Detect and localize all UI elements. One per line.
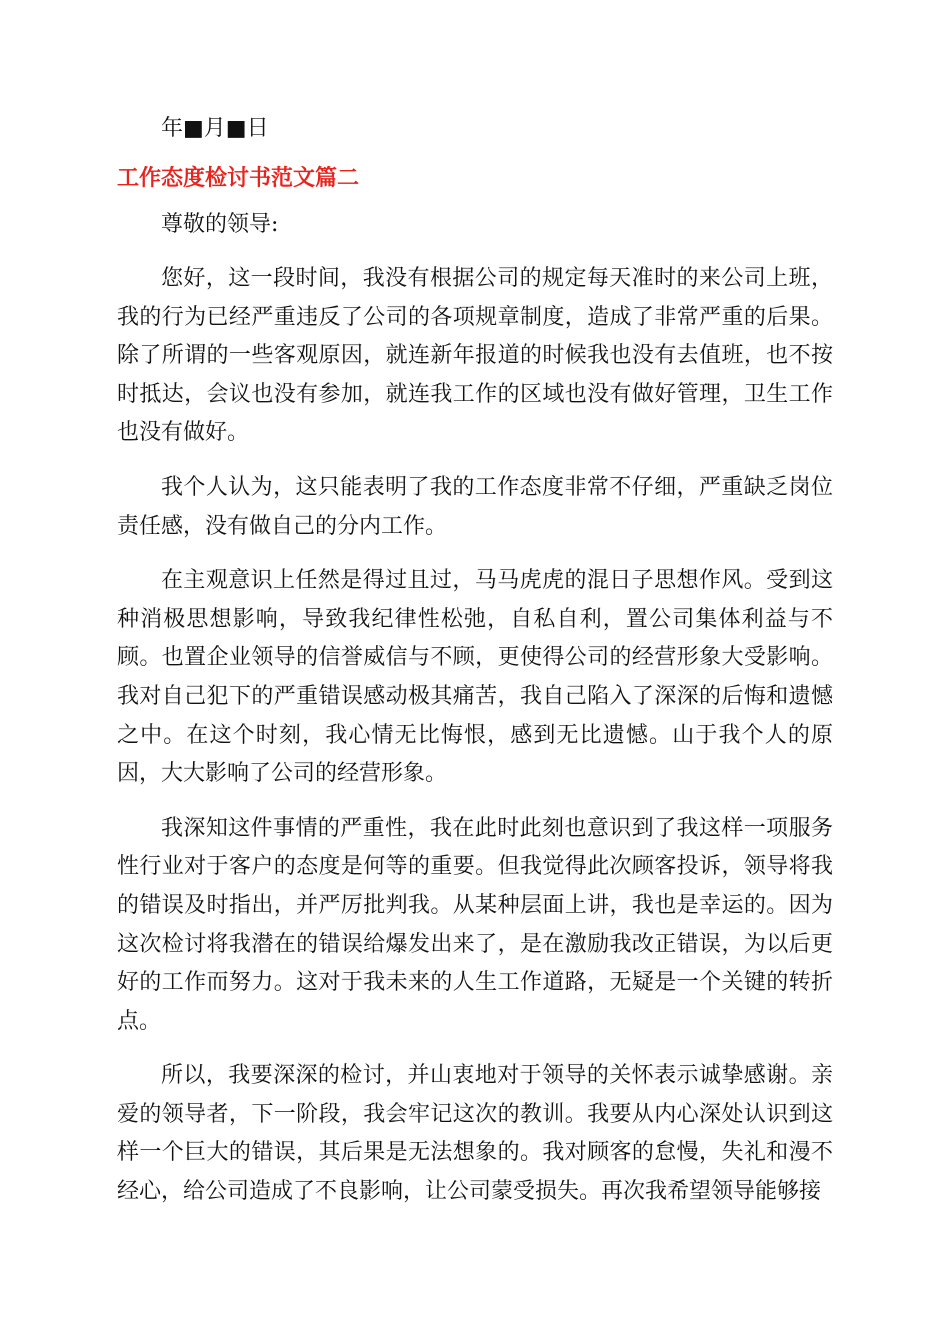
date-line: 年■月■日 (161, 116, 269, 141)
paragraph: 我深知这件事情的严重性，我在此时此刻也意识到了我这样一项服务性行业对于客户的态度是何等的重要。但我觉得此次顾客投诉，领导将我的错误及时指出，并严厉批判我。从某种层面上讲，我也是幸运的。因为这次检讨将我潜在的错误给爆发出来了，是在激励我改正错误，为以后更好的工作而努力。这对于我未来的人生工作道路，无疑是一个关键的转折点。 (117, 815, 833, 1034)
paragraph: 您好，这一段时间，我没有根据公司的规定每天准时的来公司上班，我的行为已经严重违反了公司的各项规章制度，造成了非常严重的后果。除了所谓的一些客观原因，就连新年报道的时候我也没有去值班，也不按时抵达，会议也没有参加，就连我工作的区域也没有做好管理，卫生工作也没有做好。 (117, 266, 833, 446)
document-body (117, 110, 833, 1228)
paragraph: 我个人认为，这只能表明了我的工作态度非常不仔细，严重缺乏岗位责任感，没有做自己的分内工作。 (117, 474, 833, 539)
section-title: 工作态度检讨书范文篇二 (117, 166, 360, 191)
paragraph: 在主观意识上任然是得过且过，马马虎虎的混日子思想作风。受到这种消极思想影响，导致我纪律性松弛，自私自利，置公司集体利益与不顾。也置企业领导的信誉威信与不顾，更使得公司的经营形象大受影响。我对自己犯下的严重错误感动极其痛苦，我自己陷入了深深的后悔和遗憾之中。在这个时刻，我心情无比悔恨，感到无比遗憾。山于我个人的原因，大大影响了公司的经营形象。 (117, 568, 833, 787)
paragraph: 所以，我要深深的检讨，并山衷地对于领导的关怀表示诚挚感谢。亲爱的领导者，下一阶段，我会牢记这次的教训。我要从内心深处认识到这样一个巨大的错误，其后果是无法想象的。我对顾客的怠慢，失礼和漫不经心，给公司造成了不良影响，让公司蒙受损失。再次我希望领导能够接 (117, 1063, 833, 1205)
salutation: 尊敬的领导: (161, 212, 279, 237)
